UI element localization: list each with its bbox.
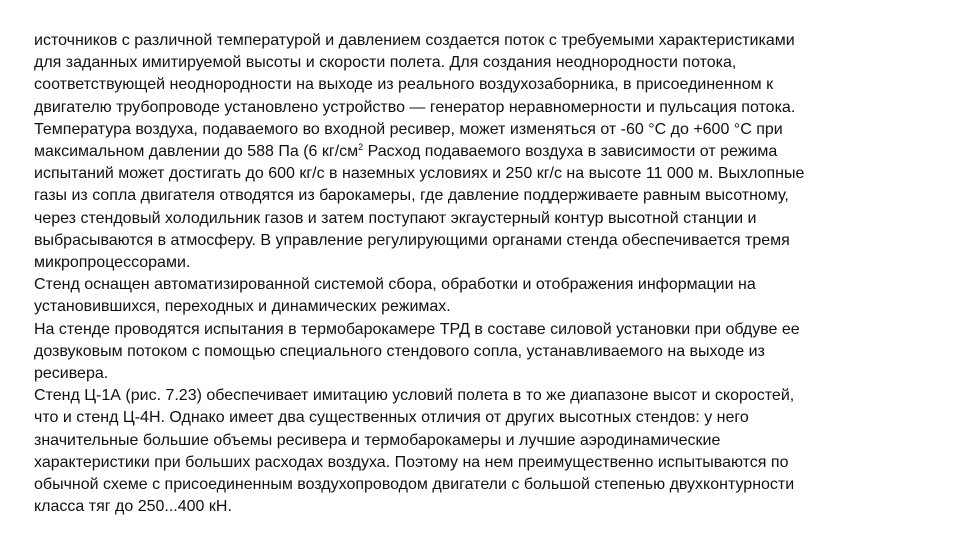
paragraph: [34, 30, 934, 119]
text-line: через стендовый холодильник газов и затем поступают экгаустерный контур высотной станции и: [34, 209, 757, 227]
text-line: значительные большие объемы ресивера и термобарокамеры и лучшие аэродинамические: [34, 431, 721, 449]
text-line: двигателю трубопроводе установлено устройство — генератор неравномерности и пульсация потока.: [34, 98, 796, 116]
paragraph: [34, 385, 934, 518]
text-line: характеристики при больших расходах воздуха. Поэтому на нем преимущественно испытываются по: [34, 453, 789, 471]
paragraph: [34, 319, 934, 386]
text-segment: максимальном давлении до 588 Па (6 кг/см: [34, 143, 359, 161]
text-line: испытаний может достигать до 600 кг/с в наземных условиях и 250 кг/с на высоте 11 000 м. Выхлопные: [34, 165, 805, 183]
text-line: ресивера.: [34, 365, 109, 383]
text-line: соответствующей неоднородности на выходе из реального воздухозаборника, в присоединенном к: [34, 76, 774, 94]
text-segment: Расход подаваемого воздуха в зависимости от режима: [363, 143, 778, 161]
text-line: Стенд оснащен автоматизированной системой сбора, обработки и отображения информации на: [34, 276, 756, 294]
text-line: микропроцессорами.: [34, 254, 191, 272]
text-line: Стенд Ц-1А (рис. 7.23) обеспечивает имитацию условий полета в то же диапазоне высот и скоростей,: [34, 387, 795, 405]
text-line: для заданных имитируемой высоты и скорости полета. Для создания неоднородности потока,: [34, 54, 737, 72]
text-line: выбрасываются в атмосферу. В управление регулирующими органами стенда обеспечивается тремя: [34, 231, 790, 249]
text-line: На стенде проводятся испытания в термобарокамере ТРД в составе силовой установки при обдуве ее: [34, 320, 800, 338]
paragraph: [34, 274, 934, 318]
text-line: Температура воздуха, подаваемого во входной ресивер, может изменяться от -60 °С до +600 °С при: [34, 120, 783, 138]
text-line: установившихся, переходных и динамических режимах.: [34, 298, 451, 316]
document-body: [34, 30, 934, 518]
text-line-with-superscript: [34, 141, 934, 163]
text-line: обычной схеме с присоединенным воздухопроводом двигатели с большой степенью двухконтурности: [34, 476, 795, 494]
text-line: дозвуковым потоком с помощью специального стендового сопла, устанавливаемого на выходе из: [34, 342, 765, 360]
text-line: что и стенд Ц-4Н. Однако имеет два существенных отличия от других высотных стендов: у него: [34, 409, 749, 427]
paragraph: [34, 119, 934, 274]
text-line: источников с различной температурой и давлением создается поток с требуемыми характеристиками: [34, 32, 795, 49]
superscript: 2: [358, 142, 364, 153]
text-line: класса тяг до 250...400 кН.: [34, 498, 232, 516]
text-line: газы из сопла двигателя отводятся из барокамеры, где давление поддерживаете равным высотному,: [34, 187, 789, 205]
